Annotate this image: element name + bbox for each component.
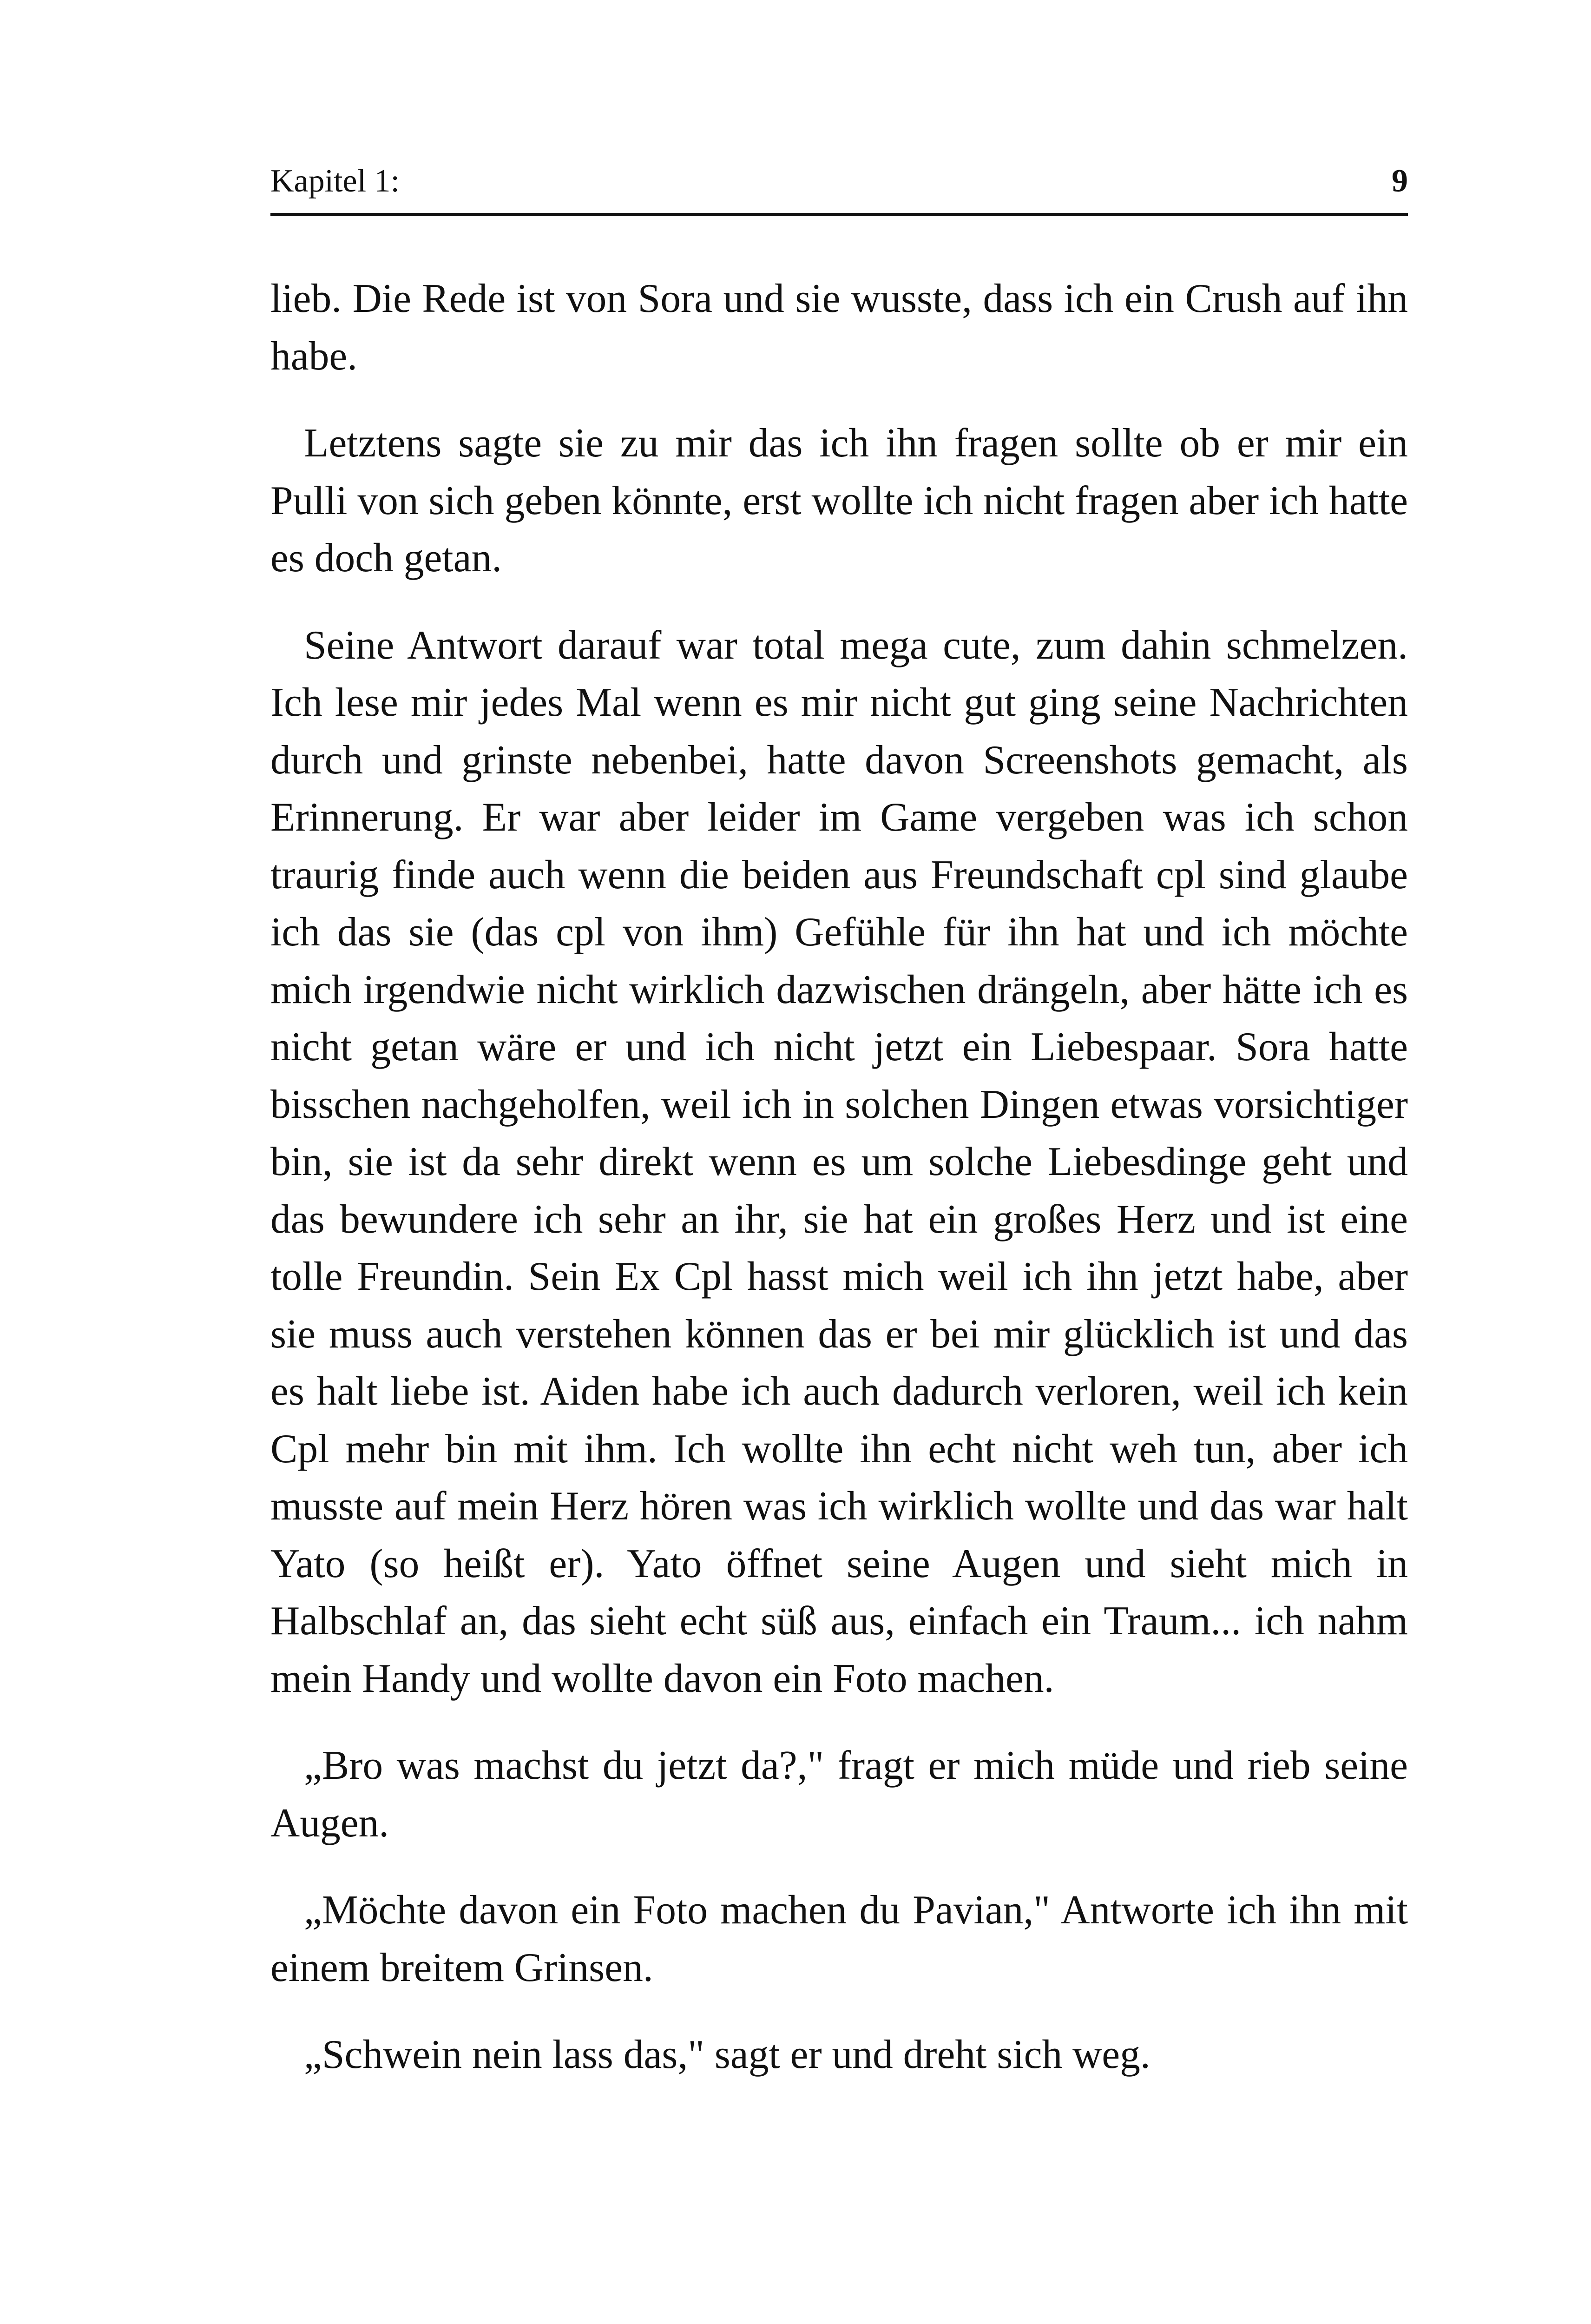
paragraph: „Bro was machst du jetzt da?," fragt er mich müde und rieb seine Augen.: [270, 1743, 1408, 1845]
chapter-title: Kapitel 1:: [270, 163, 400, 199]
header-rule: [270, 213, 1408, 216]
paragraph: „Möchte davon ein Foto machen du Pavian," Antworte ich ihn mit einem breitem Grinsen.: [270, 1887, 1408, 1990]
body-text: [270, 270, 1408, 2083]
paragraph: lieb. Die Rede ist von Sora und sie wusste, dass ich ein Crush auf ihn habe.: [270, 276, 1408, 378]
paragraph: Seine Antwort darauf war total mega cute, zum dahin schmelzen. Ich lese mir jedes Mal wenn es mir nicht gut ging seine Nachrichten durch und grinste nebenbei, hatte davon Screenshots gemacht, als Erinnerung. Er war aber leider im Game vergeben was ich schon traurig finde auch wenn die beiden aus Freundschaft cpl sind glaube ich das sie (das cpl von ihm) Gefühle für ihn hat und ich möchte mich irgendwie nicht wirklich dazwischen drängeln, aber hätte ich es nicht getan wäre er und ich nicht jetzt ein Liebespaar. Sora hatte bisschen nachgeholfen, weil ich in solchen Dingen etwas vorsichtiger bin, sie ist da sehr direkt wenn es um solche Liebesdinge geht und das bewundere ich sehr an ihr, sie hat ein großes Herz und ist eine tolle Freundin. Sein Ex Cpl hasst mich weil ich ihn jetzt habe, aber sie muss auch verstehen können das er bei mir glücklich ist und das es halt liebe ist. Aiden habe ich auch dadurch verloren, weil ich kein Cpl mehr bin mit ihm. Ich wollte ihn echt nicht weh tun, aber ich musste auf mein Herz hören was ich wirklich wollte und das war halt Yato (so heißt er). Yato öffnet seine Augen und sieht mich in Halbschlaf an, das sieht echt süß aus, einfach ein Traum... ich nahm mein Handy und wollte davon ein Foto machen.: [270, 622, 1408, 1701]
paragraph: Letztens sagte sie zu mir das ich ihn fragen sollte ob er mir ein Pulli von sich geben könnte, erst wollte ich nicht fragen aber ich hatte es doch getan.: [270, 420, 1408, 580]
page-number: 9: [1392, 163, 1408, 199]
running-header: [270, 158, 1408, 205]
paragraph: „Schwein nein lass das," sagt er und dreht sich weg.: [304, 2032, 1151, 2077]
